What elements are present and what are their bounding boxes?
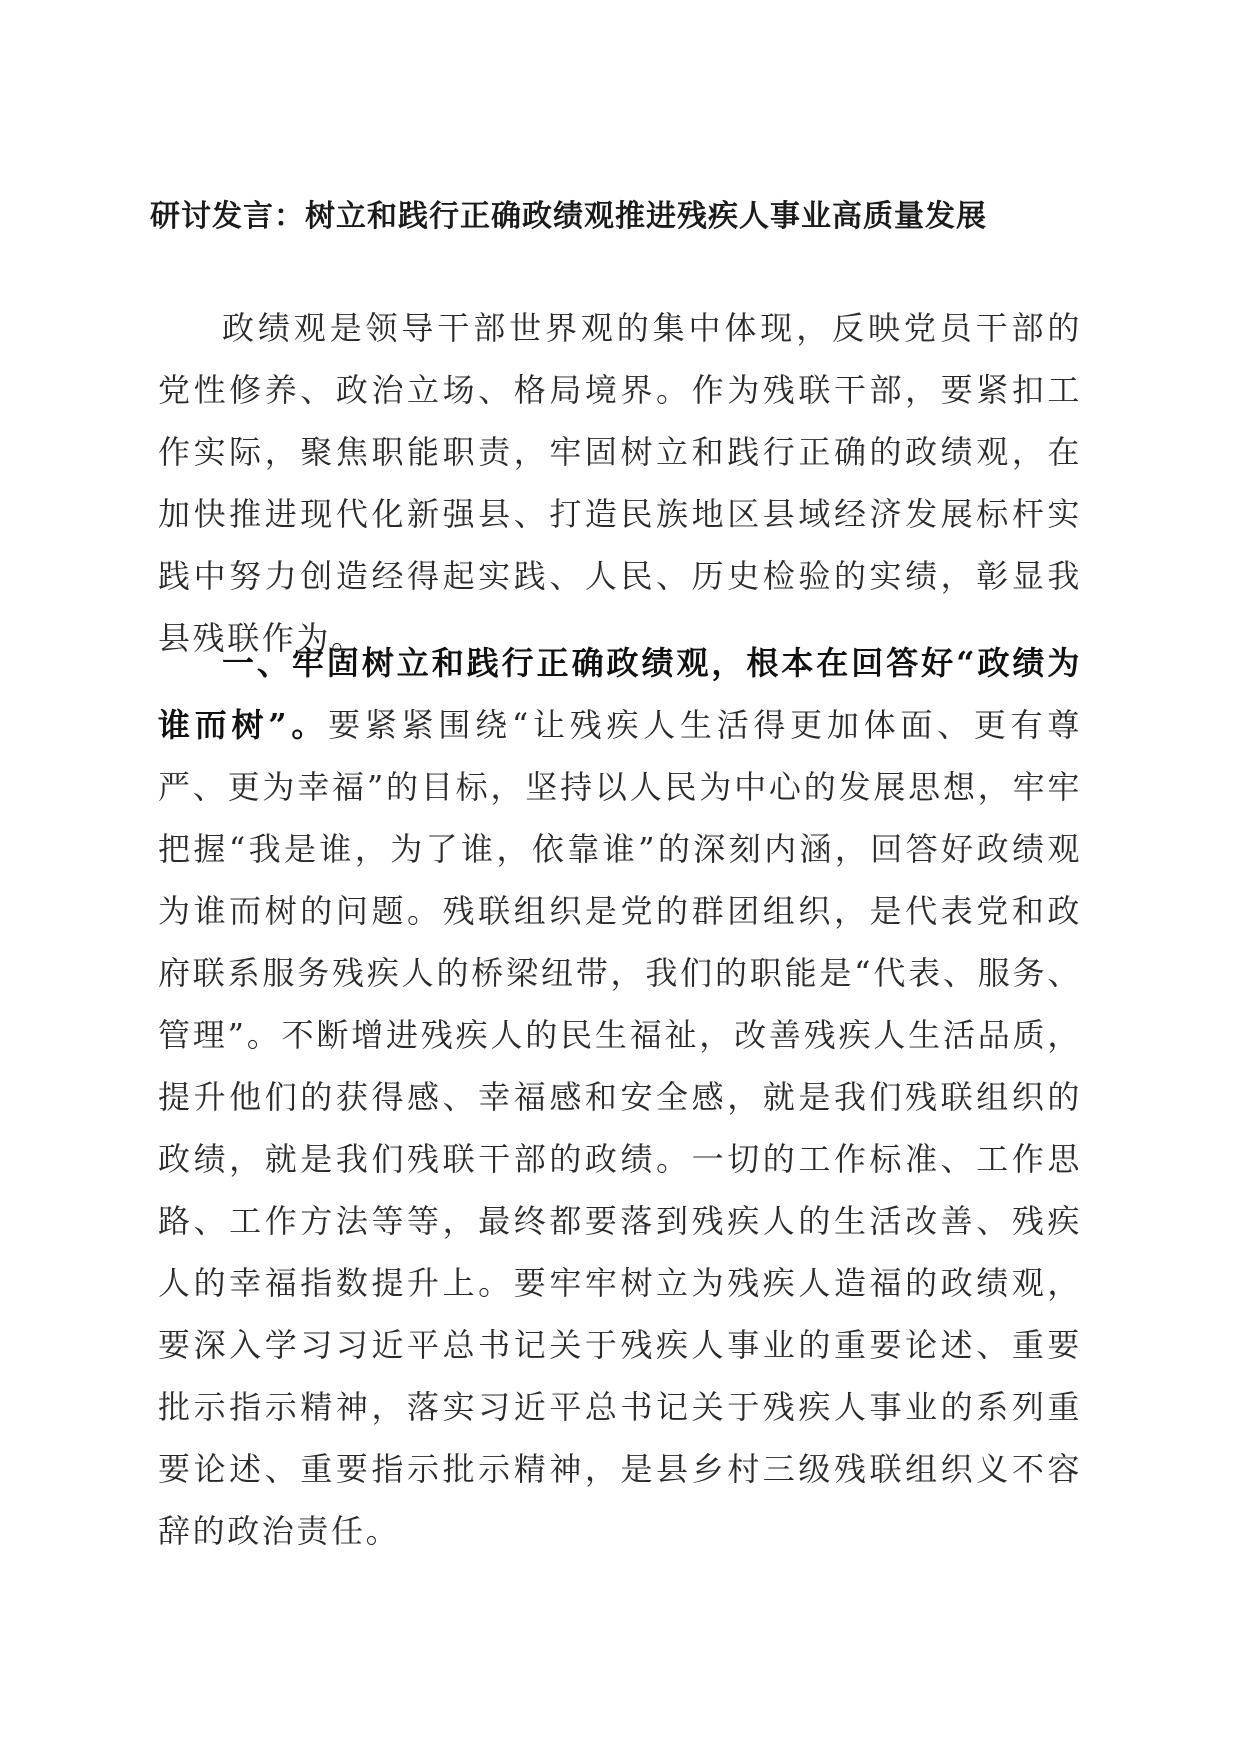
document-title: 研讨发言：树立和践行正确政绩观推进残疾人事业高质量发展 [150, 199, 987, 234]
intro-paragraph: 政绩观是领导干部世界观的集中体现，反映党员干部的党性修养、政治立场、格局境界。作为残联干部，要紧扣工作实际，聚焦职能职责，牢固树立和践行正确的政绩观，在加快推进现代化新强县、打造民族地区县域经济发展标杆实践中努力创造经得起实践、人民、历史检验的实绩，彰显我县残联作为。 [158, 309, 1082, 657]
section-1-paragraph [158, 632, 1082, 1562]
section-1-heading: 一、牢固树立和践行正确政绩观，根本在回答好“政绩为谁而树”。 [158, 644, 1082, 744]
section-1-body: 要紧紧围绕“让残疾人生活得更加体面、更有尊严、更为幸福”的目标，坚持以人民为中心的发展思想，牢牢把握“我是谁，为了谁，依靠谁”的深刻内涵，回答好政绩观为谁而树的问题。残联组织是党的群团组织，是代表党和政府联系服务残疾人的桥梁纽带，我们的职能是“代表、服务、管理”。不断增进残疾人的民生福祉，改善残疾人生活品质，提升他们的获得感、幸福感和安全感，就是我们残联组织的政绩，就是我们残联干部的政绩。一切的工作标准、工作思路、工作方法等等，最终都要落到残疾人的生活改善、残疾人的幸福指数提升上。要牢牢树立为残疾人造福的政绩观，要深入学习习近平总书记关于残疾人事业的重要论述、重要批示指示精神，落实习近平总书记关于残疾人事业的系列重要论述、重要指示批示精神，是县乡村三级残联组织义不容辞的政治责任。 [158, 706, 1082, 1550]
